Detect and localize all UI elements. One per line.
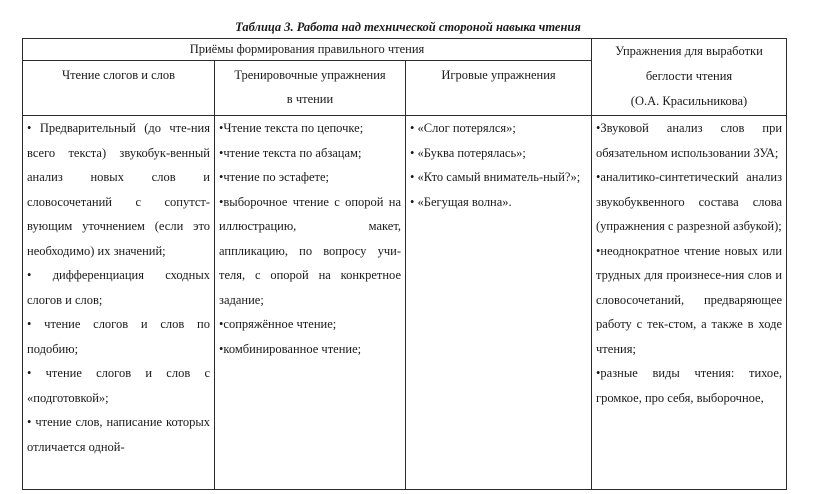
list-item: • чтение слогов и слов с «подготовкой»;: [27, 366, 211, 405]
bullet-icon: •: [596, 243, 601, 258]
bullet-icon: •: [219, 341, 224, 356]
bullet-icon: •: [219, 121, 224, 135]
list-item: • «Бегущая волна».: [410, 194, 512, 209]
list-item: • дифференциация сходных слогов и слов;: [27, 268, 210, 307]
bullet-icon: •: [27, 268, 32, 282]
list-item: •сопряжённое чтение;: [219, 317, 337, 331]
bullet-icon: •: [27, 317, 32, 331]
table-caption: Таблица 3. Работа над технической стороной навыка чтения: [235, 20, 581, 34]
list-item: •Звуковой анализ слов при обязательном использовании ЗУА;: [596, 121, 783, 160]
bullet-icon: •: [410, 194, 415, 209]
cell-game-exercises: [406, 116, 592, 490]
bullet-icon: •: [410, 170, 415, 184]
list-item: •чтение текста по абзацам;: [219, 145, 362, 160]
bullet-icon: •: [596, 170, 601, 184]
header-training-line-2: в чтении: [286, 92, 334, 106]
header-game-exercises: Игровые упражнения: [406, 61, 592, 116]
bullet-icon: •: [219, 194, 224, 209]
list-item: •разные виды чтения: тихое, громкое, про себя, выборочное,: [596, 366, 783, 405]
header-fluency-line-1: Упражнения для выработки: [615, 44, 763, 58]
header-fluency-line-2: беглости чтения: [645, 69, 733, 83]
bullet-icon: •: [219, 170, 224, 184]
list-item: •выборочное чтение с опорой на иллюстрацию, макет, аппликацию, по вопросу учи-теля, с опорой на конкретное задание;: [219, 194, 401, 307]
bullet-icon: •: [27, 121, 32, 135]
header-fluency-line-3: (О.А. Красильникова): [630, 94, 748, 108]
header-training-exercises: [215, 61, 406, 116]
header-training-line-1: Тренировочные упражнения: [234, 68, 386, 82]
list-item: • чтение слов, написание которых отличается одной-: [27, 415, 211, 454]
cell-syllable-reading: [23, 116, 215, 490]
bullet-icon: •: [219, 145, 224, 160]
list-item: •Чтение текста по цепочке;: [219, 121, 364, 135]
bullet-icon: •: [27, 415, 32, 429]
bullet-icon: •: [410, 145, 415, 160]
bullet-icon: •: [410, 121, 415, 135]
header-fluency-exercises: [592, 39, 787, 116]
bullet-icon: •: [219, 317, 224, 331]
list-item: • чтение слогов и слов по подобию;: [27, 317, 211, 356]
list-item: •комбинированное чтение;: [219, 341, 362, 356]
reading-skills-table: [22, 38, 787, 490]
list-item: • «Кто самый вниматель-ный?»;: [410, 170, 581, 184]
bullet-icon: •: [596, 366, 601, 380]
bullet-icon: •: [596, 121, 601, 135]
list-item: •аналитико-синтетический анализ звукобуквенного состава слова (упражнения с разрезной азбукой);: [596, 170, 783, 233]
cell-fluency-exercises: [592, 116, 787, 490]
list-item: • «Буква потерялась»;: [410, 145, 526, 160]
bullet-icon: •: [27, 366, 32, 380]
list-item: • «Слог потерялся»;: [410, 121, 516, 135]
list-item: •чтение по эстафете;: [219, 170, 330, 184]
list-item: •неоднократное чтение новых или трудных для произнесе-ния слов и словосочетаний, предваряющее работу с тек-стом, а также в ходе чтения;: [596, 243, 783, 356]
header-syllable-reading: Чтение слогов и слов: [23, 61, 215, 116]
list-item: • Предварительный (до чте-ния всего текста) звукобук-венный анализ новых слов и словосочетаний с сопутст-вующим уточнением (если это необходимо) их значений;: [27, 121, 210, 258]
cell-training-exercises: [215, 116, 406, 490]
header-correct-reading-methods: Приёмы формирования правильного чтения: [23, 39, 592, 61]
